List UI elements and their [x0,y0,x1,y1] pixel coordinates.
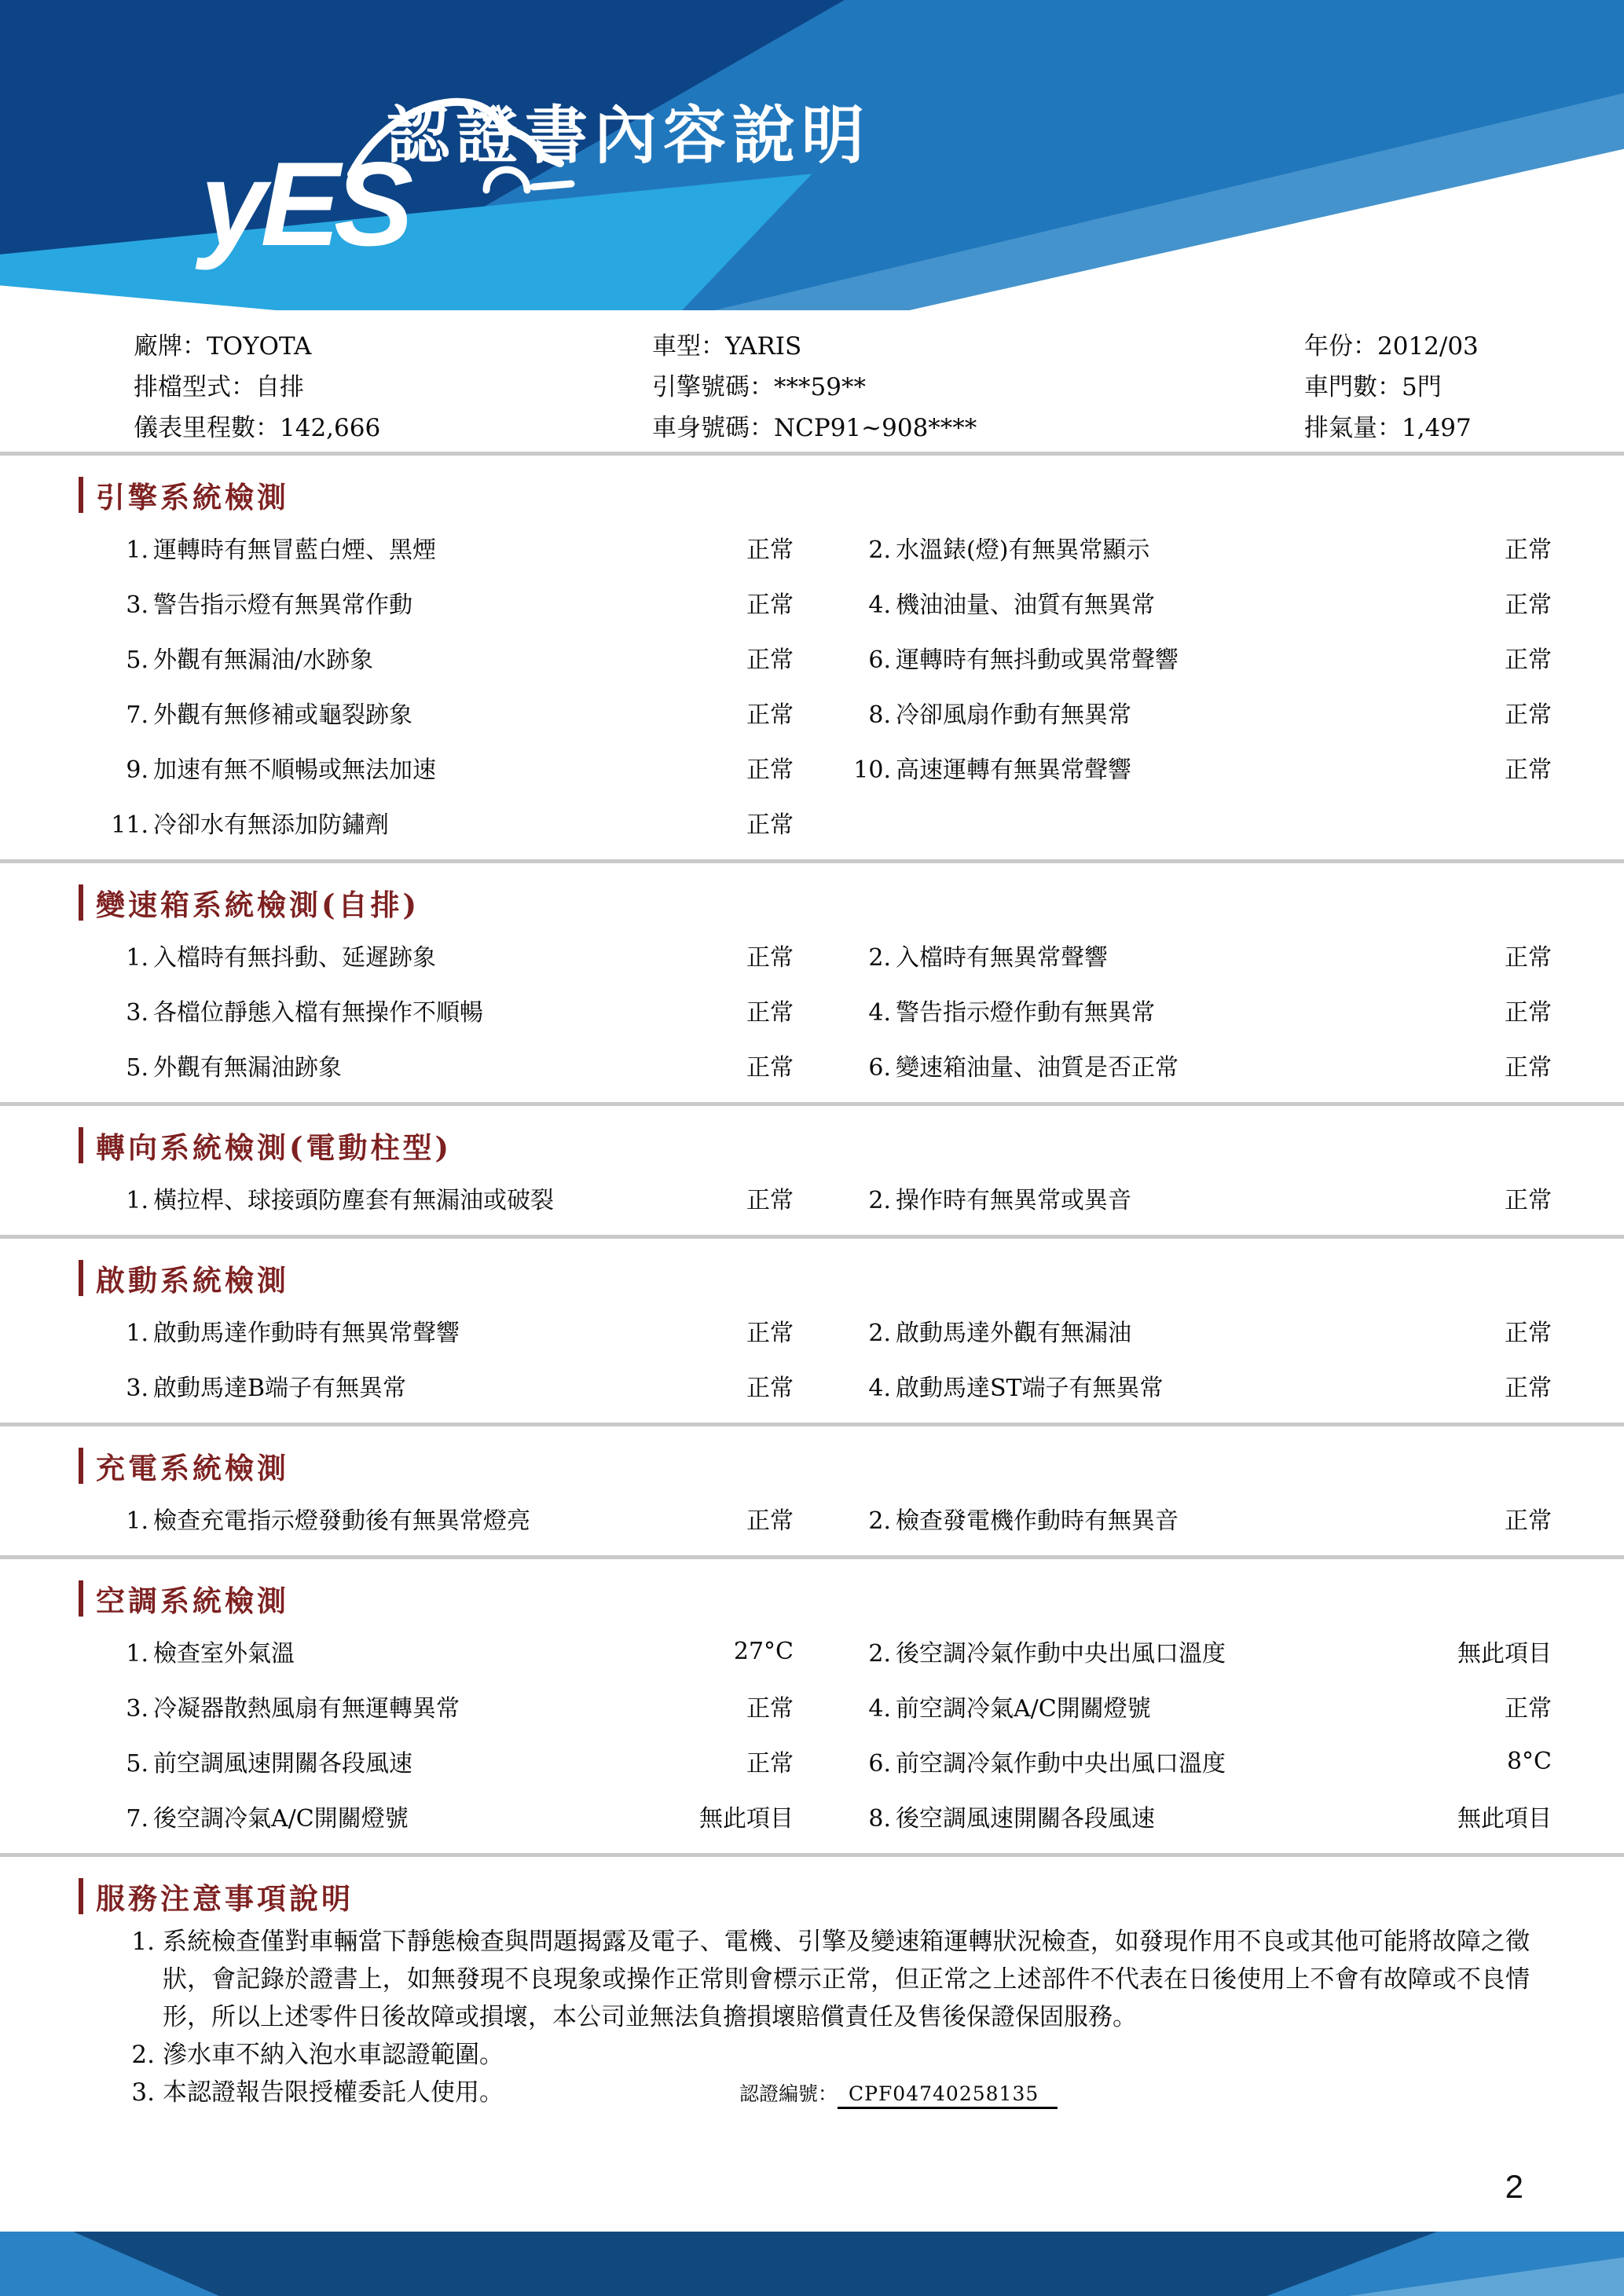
item-number: 2. [868,1640,891,1668]
section-header [79,1447,1624,1485]
item-status: 正常 [1505,944,1552,972]
page-title: 認證書內容說明 [387,101,871,170]
item-status: 正常 [1505,999,1552,1027]
vehicle-info-grid [0,310,1624,452]
item-status: 正常 [1505,536,1552,564]
item-status: 正常 [746,1750,794,1778]
item-label: 前空調冷氣作動中央出風口溫度 [896,1750,1226,1778]
item-label: 各檔位靜態入檔有無操作不順暢 [153,999,483,1027]
note-number: 2. [131,2041,155,2070]
vehicle-info-field [134,326,652,361]
checklist-item [849,585,1434,620]
checklist-item [849,1313,1434,1348]
item-number: 2. [868,944,891,972]
vehicle-info-value: 自排 [255,372,304,401]
checklist-item [849,1181,1434,1215]
page-footer [0,2232,1624,2296]
checklist-item [106,1689,699,1723]
item-number: 4. [868,591,891,619]
section-title: 引擎系統檢測 [96,480,289,514]
item-label: 變速箱油量、油質是否正常 [896,1054,1179,1082]
section-title: 啟動系統檢測 [96,1263,289,1298]
item-number: 1. [126,536,148,564]
item-label: 冷卻水有無添加防鏽劑 [153,811,389,839]
item-label: 啟動馬達外觀有無漏油 [896,1320,1131,1347]
vehicle-info-label: 車身號碼： [652,413,774,442]
item-status: 正常 [1505,1054,1552,1082]
checklist-item [106,1634,699,1668]
checklist-item [106,993,699,1027]
item-number: 4. [868,1695,891,1723]
item-number: 6. [868,646,891,674]
section-header [79,476,1624,514]
vehicle-info-label: 車門數： [1304,372,1402,401]
section-header [79,1126,1624,1164]
item-number: 3. [126,999,148,1027]
item-label: 外觀有無漏油跡象 [153,1054,342,1082]
checklist-item [849,1048,1434,1082]
section-header [79,1877,1624,1915]
vehicle-info-label: 車型： [652,331,725,361]
vehicle-info-label: 廠牌： [134,331,207,361]
item-status: 正常 [1505,756,1552,784]
item-label: 操作時有無異常或異音 [896,1187,1131,1214]
vehicle-info-field [1304,326,1624,361]
vehicle-info-field [1304,408,1624,443]
item-number: 5. [126,646,148,674]
item-status: 正常 [1505,646,1552,674]
item-number: 5. [126,1054,148,1082]
item-label: 橫拉桿、球接頭防塵套有無漏油或破裂 [153,1187,554,1214]
item-label: 後空調風速開關各段風速 [896,1805,1155,1833]
item-label: 水溫錶(燈)有無異常顯示 [896,536,1150,564]
item-status: 8°C [1506,1747,1552,1775]
vehicle-info-field [134,408,652,443]
item-status: 正常 [1505,1320,1552,1347]
item-number: 7. [126,701,148,729]
item-status: 正常 [746,999,794,1027]
item-number: 1. [126,1507,148,1535]
item-status: 無此項目 [1457,1805,1552,1833]
checklist-grid [106,928,1624,1093]
section-title-bar [79,1127,83,1163]
sections-host [0,452,1624,1853]
item-status: 正常 [1505,1187,1552,1214]
item-status: 正常 [746,944,794,972]
inspection-section [0,1423,1624,1555]
checklist-item [106,1368,699,1403]
item-status: 正常 [746,1187,794,1214]
vehicle-info-value: 2012/03 [1377,331,1479,361]
item-number: 8. [868,701,891,729]
item-number: 5. [126,1750,148,1778]
item-status: 正常 [746,1320,794,1347]
inspection-section [0,859,1624,1102]
item-status: 正常 [1505,701,1552,729]
note-item [114,2074,1530,2111]
item-label: 檢查室外氣溫 [153,1640,295,1668]
item-number: 4. [868,999,891,1027]
vehicle-info-field [1304,367,1624,402]
item-number: 9. [126,756,148,784]
vehicle-info-value: NCP91~908**** [774,413,977,442]
section-title-bar [79,1260,83,1296]
item-number: 3. [126,591,148,619]
checklist-item [849,1799,1434,1833]
item-status: 無此項目 [699,1805,794,1833]
item-number: 2. [868,1187,891,1214]
item-status: 無此項目 [1457,1640,1552,1668]
item-label: 後空調冷氣作動中央出風口溫度 [896,1640,1226,1668]
checklist-item [849,530,1434,565]
item-label: 外觀有無漏油/水跡象 [153,646,374,674]
vehicle-info-label: 排檔型式： [134,372,255,401]
item-number: 1. [126,1320,148,1347]
item-status: 正常 [746,701,794,729]
item-label: 入檔時有無異常聲響 [896,944,1108,972]
vehicle-info-field [134,367,652,402]
item-label: 警告指示燈作動有無異常 [896,999,1155,1027]
note-text: 系統檢查僅對車輛當下靜態檢查與問題揭露及電子、電機、引擎及變速箱運轉狀況檢查，如發現作用不良或其他可能將故障之徵狀，會記錄於證書上，如無發現不良現象或操作正常則會標示正常，但正常之上述部件不代表在日後使用上不會有故障或不良情形，所以上述零件日後故障或損壞，本公司並無法負擔損壞賠償責任及售後保證保固服務。 [163,1928,1530,2032]
checklist-item [106,530,699,565]
item-status: 正常 [746,756,794,784]
item-label: 運轉時有無抖動或異常聲響 [896,646,1179,674]
item-number: 4. [868,1375,891,1402]
inspection-section [0,452,1624,859]
item-status: 27°C [733,1637,794,1665]
checklist-item [106,1501,699,1536]
item-number: 2. [868,1320,891,1347]
vehicle-info-label: 排氣量： [1304,413,1402,442]
vehicle-info-value: TOYOTA [207,331,312,361]
vehicle-info-field [652,367,1304,402]
item-number: 3. [126,1695,148,1723]
item-status: 正常 [1505,591,1552,619]
section-title: 服務注意事項說明 [96,1881,354,1916]
item-number: 2. [868,1507,891,1535]
section-title: 空調系統檢測 [96,1584,289,1618]
item-label: 啟動馬達ST端子有無異常 [896,1375,1164,1402]
item-label: 前空調冷氣A/C開關燈號 [896,1695,1151,1723]
item-status: 正常 [746,591,794,619]
checklist-item [106,695,699,730]
item-status: 正常 [1505,1375,1552,1402]
checklist-item [106,805,699,840]
item-status: 正常 [746,1695,794,1723]
vehicle-info-value: 5門 [1402,372,1442,401]
item-number: 8. [868,1805,891,1833]
page-number: 2 [1505,2168,1523,2205]
section-title: 充電系統檢測 [96,1451,289,1485]
item-label: 冷卻風扇作動有無異常 [896,701,1131,729]
section-title-bar [79,1448,83,1484]
item-label: 警告指示燈有無異常作動 [153,591,412,619]
item-label: 啟動馬達B端子有無異常 [153,1375,407,1402]
item-status: 正常 [1505,1695,1552,1723]
section-title-bar [79,1878,83,1914]
item-label: 外觀有無修補或龜裂跡象 [153,701,412,729]
service-notes-section [0,1853,1624,2121]
yes-logo-text: yES [200,137,408,271]
checklist-item [849,695,1434,730]
item-status: 正常 [746,811,794,839]
item-number: 2. [868,536,891,564]
checklist-item [849,938,1434,972]
vehicle-info-field [652,408,1304,443]
checklist-item [849,1744,1434,1778]
vehicle-info-value: YARIS [725,331,802,361]
checklist-item [106,1313,699,1348]
item-number: 6. [868,1054,891,1082]
checklist-item [106,640,699,675]
section-title-bar [79,477,83,513]
item-label: 前空調風速開關各段風速 [153,1750,412,1778]
section-title: 變速箱系統檢測(自排) [96,888,420,922]
certificate-number-label: 認證編號： [739,2082,838,2106]
item-number: 11. [111,811,148,839]
item-status: 正常 [1505,1507,1552,1535]
checklist-grid [106,1303,1624,1413]
inspection-section [0,1235,1624,1423]
checklist-grid [106,1491,1624,1546]
checklist-item [849,1689,1434,1723]
note-text: 滲水車不納入泡水車認證範圍。 [163,2041,504,2070]
section-header [79,884,1624,921]
item-status: 正常 [746,536,794,564]
note-number: 3. [131,2078,155,2107]
note-item [114,1923,1530,2036]
vehicle-info-label: 引擎號碼： [652,372,774,401]
vehicle-info-value: 142,666 [280,413,381,442]
vehicle-info-value: ***59** [774,372,866,401]
vehicle-info-label: 年份： [1304,331,1377,361]
item-label: 機油油量、油質有無異常 [896,591,1155,619]
checklist-grid [106,1624,1624,1844]
item-label: 檢查充電指示燈發動後有無異常燈亮 [153,1507,530,1535]
vehicle-info-field [652,326,1304,361]
item-label: 運轉時有無冒藍白煙、黑煙 [153,536,436,564]
checklist-item [849,993,1434,1027]
checklist-item [849,1634,1434,1668]
item-number: 3. [126,1375,148,1402]
item-status: 正常 [746,1054,794,1082]
item-status: 正常 [746,1507,794,1535]
checklist-grid [106,1170,1624,1225]
checklist-grid [106,520,1624,850]
vehicle-info-label: 儀表里程數： [134,413,280,442]
checklist-item [106,585,699,620]
certificate-number: CPF04740258135 [838,2082,1058,2109]
note-text: 本認證報告限授權委託人使用。 認證編號： CPF04740258135 [163,2074,1530,2111]
section-title-bar [79,1580,83,1617]
item-number: 7. [126,1805,148,1833]
inspection-section [0,1102,1624,1235]
notes-host [114,1923,1530,2111]
checklist-item [106,1048,699,1082]
section-title: 轉向系統檢測(電動柱型) [96,1130,453,1165]
item-label: 啟動馬達作動時有無異常聲響 [153,1320,460,1347]
checklist-item [106,1799,699,1833]
item-status: 正常 [746,646,794,674]
inspection-section [0,1555,1624,1853]
checklist-item [106,1181,699,1215]
item-number: 1. [126,944,148,972]
item-number: 10. [853,756,891,784]
checklist-item [849,750,1434,785]
section-title-bar [79,884,83,921]
item-number: 1. [126,1187,148,1214]
page-header [0,0,1624,310]
certificate-number-wrap [739,2079,1058,2110]
item-label: 加速有無不順暢或無法加速 [153,756,436,784]
item-label: 入檔時有無抖動、延遲跡象 [153,944,436,972]
checklist-item [849,1368,1434,1403]
item-label: 冷凝器散熱風扇有無運轉異常 [153,1695,460,1723]
note-number: 1. [131,1928,155,1956]
checklist-item [106,750,699,785]
item-label: 檢查發電機作動時有無異音 [896,1507,1179,1535]
checklist-item [849,640,1434,675]
checklist-item [106,1744,699,1778]
section-header [79,1580,1624,1617]
item-number: 6. [868,1750,891,1778]
checklist-item [849,1501,1434,1536]
item-number: 1. [126,1640,148,1668]
note-item [114,2036,1530,2074]
section-header [79,1259,1624,1297]
item-label: 後空調冷氣A/C開關燈號 [153,1805,409,1833]
item-status: 正常 [746,1375,794,1402]
item-label: 高速運轉有無異常聲響 [896,756,1131,784]
vehicle-info-value: 1,497 [1402,413,1472,442]
checklist-item [106,938,699,972]
